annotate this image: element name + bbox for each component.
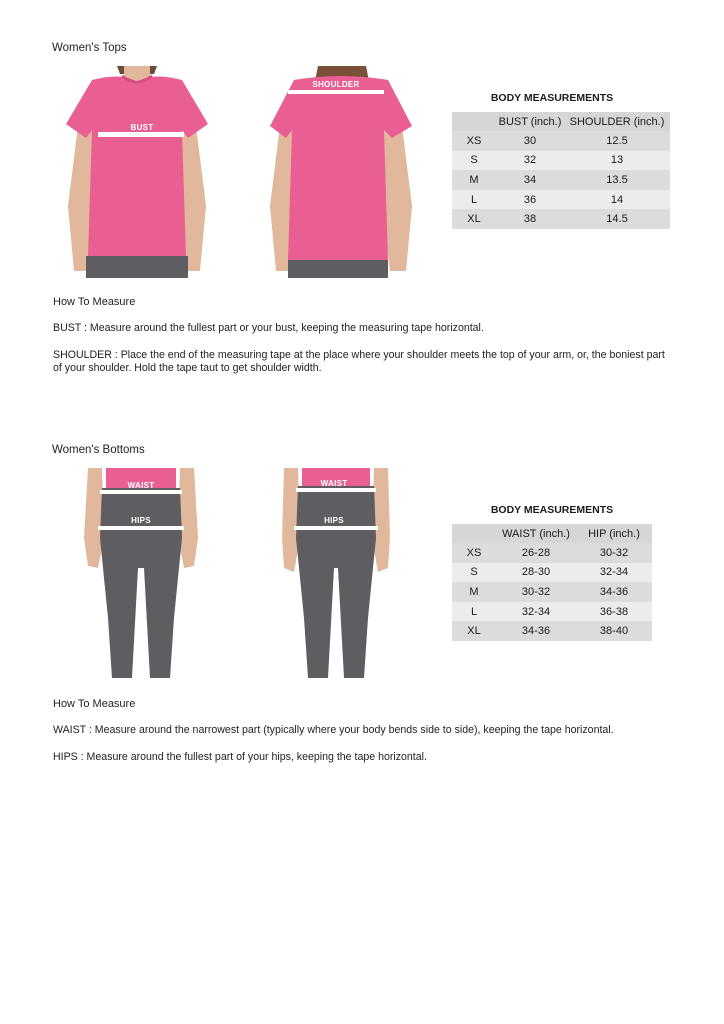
tops-back-photo: [266, 66, 416, 278]
bottoms-measurements-table: [452, 524, 652, 641]
bust-label: BUST: [130, 123, 154, 132]
value-cell: 26-28: [496, 543, 576, 563]
column-header: WAIST (inch.): [496, 524, 576, 543]
table-row: [452, 582, 652, 602]
value-cell: 12.5: [564, 131, 670, 151]
value-cell: 38-40: [576, 621, 652, 641]
waist-label: WAIST: [320, 479, 348, 488]
size-cell: L: [452, 602, 496, 622]
shoulder-label: SHOULDER: [312, 80, 360, 89]
value-cell: 13: [564, 151, 670, 171]
size-cell: L: [452, 190, 496, 210]
value-cell: 32: [496, 151, 564, 171]
table-row: [452, 190, 670, 210]
waist-label: WAIST: [127, 481, 155, 490]
hips-label: HIPS: [324, 516, 344, 525]
size-cell: S: [452, 151, 496, 171]
tops-measurements-table: [452, 112, 670, 229]
value-cell: 13.5: [564, 170, 670, 190]
value-cell: 36-38: [576, 602, 652, 622]
size-cell: XL: [452, 621, 496, 641]
bottoms-back-photo: [282, 468, 390, 680]
shoulder-instruction: SHOULDER : Place the end of the measuring tape at the place where your shoulder meets the top of your arm, or, the boniest part of your shoulder. Hold the tape taut to get shoulder width.: [53, 349, 665, 374]
table-row: [452, 209, 670, 229]
hips-label: HIPS: [131, 516, 151, 525]
size-cell: XS: [452, 131, 496, 151]
value-cell: 28-30: [496, 563, 576, 583]
size-cell: XL: [452, 209, 496, 229]
table-row: [452, 621, 652, 641]
tops-front-photo: [62, 66, 212, 278]
bottoms-section-title: Women's Bottoms: [52, 444, 145, 456]
table-row: [452, 563, 652, 583]
bottoms-table-title: BODY MEASUREMENTS: [490, 504, 614, 516]
size-cell: M: [452, 170, 496, 190]
bottoms-how-to-measure-title: How To Measure: [53, 698, 136, 710]
size-cell: M: [452, 582, 496, 602]
table-row: [452, 602, 652, 622]
waist-instruction: WAIST : Measure around the narrowest part (typically where your body bends side to side), keeping the tape horizontal.: [53, 724, 614, 736]
value-cell: 34: [496, 170, 564, 190]
table-row: [452, 170, 670, 190]
column-header: BUST (inch.): [496, 112, 564, 131]
value-cell: 14.5: [564, 209, 670, 229]
table-row: [452, 131, 670, 151]
size-cell: S: [452, 563, 496, 583]
column-header: [452, 112, 496, 131]
value-cell: 36: [496, 190, 564, 210]
table-row: [452, 151, 670, 171]
value-cell: 38: [496, 209, 564, 229]
value-cell: 32-34: [496, 602, 576, 622]
table-row: [452, 543, 652, 563]
value-cell: 30-32: [496, 582, 576, 602]
column-header: [452, 524, 496, 543]
value-cell: 14: [564, 190, 670, 210]
size-cell: XS: [452, 543, 496, 563]
value-cell: 34-36: [576, 582, 652, 602]
bust-instruction: BUST : Measure around the fullest part or your bust, keeping the measuring tape horizontal.: [53, 322, 484, 334]
column-header: HIP (inch.): [576, 524, 652, 543]
hips-instruction: HIPS : Measure around the fullest part of your hips, keeping the tape horizontal.: [53, 751, 427, 763]
column-header: SHOULDER (inch.): [564, 112, 670, 131]
value-cell: 30-32: [576, 543, 652, 563]
value-cell: 34-36: [496, 621, 576, 641]
value-cell: 30: [496, 131, 564, 151]
tops-table-title: BODY MEASUREMENTS: [490, 92, 614, 104]
value-cell: 32-34: [576, 563, 652, 583]
tops-how-to-measure-title: How To Measure: [53, 296, 136, 308]
bottoms-front-photo: [84, 468, 198, 680]
tops-section-title: Women's Tops: [52, 42, 127, 54]
